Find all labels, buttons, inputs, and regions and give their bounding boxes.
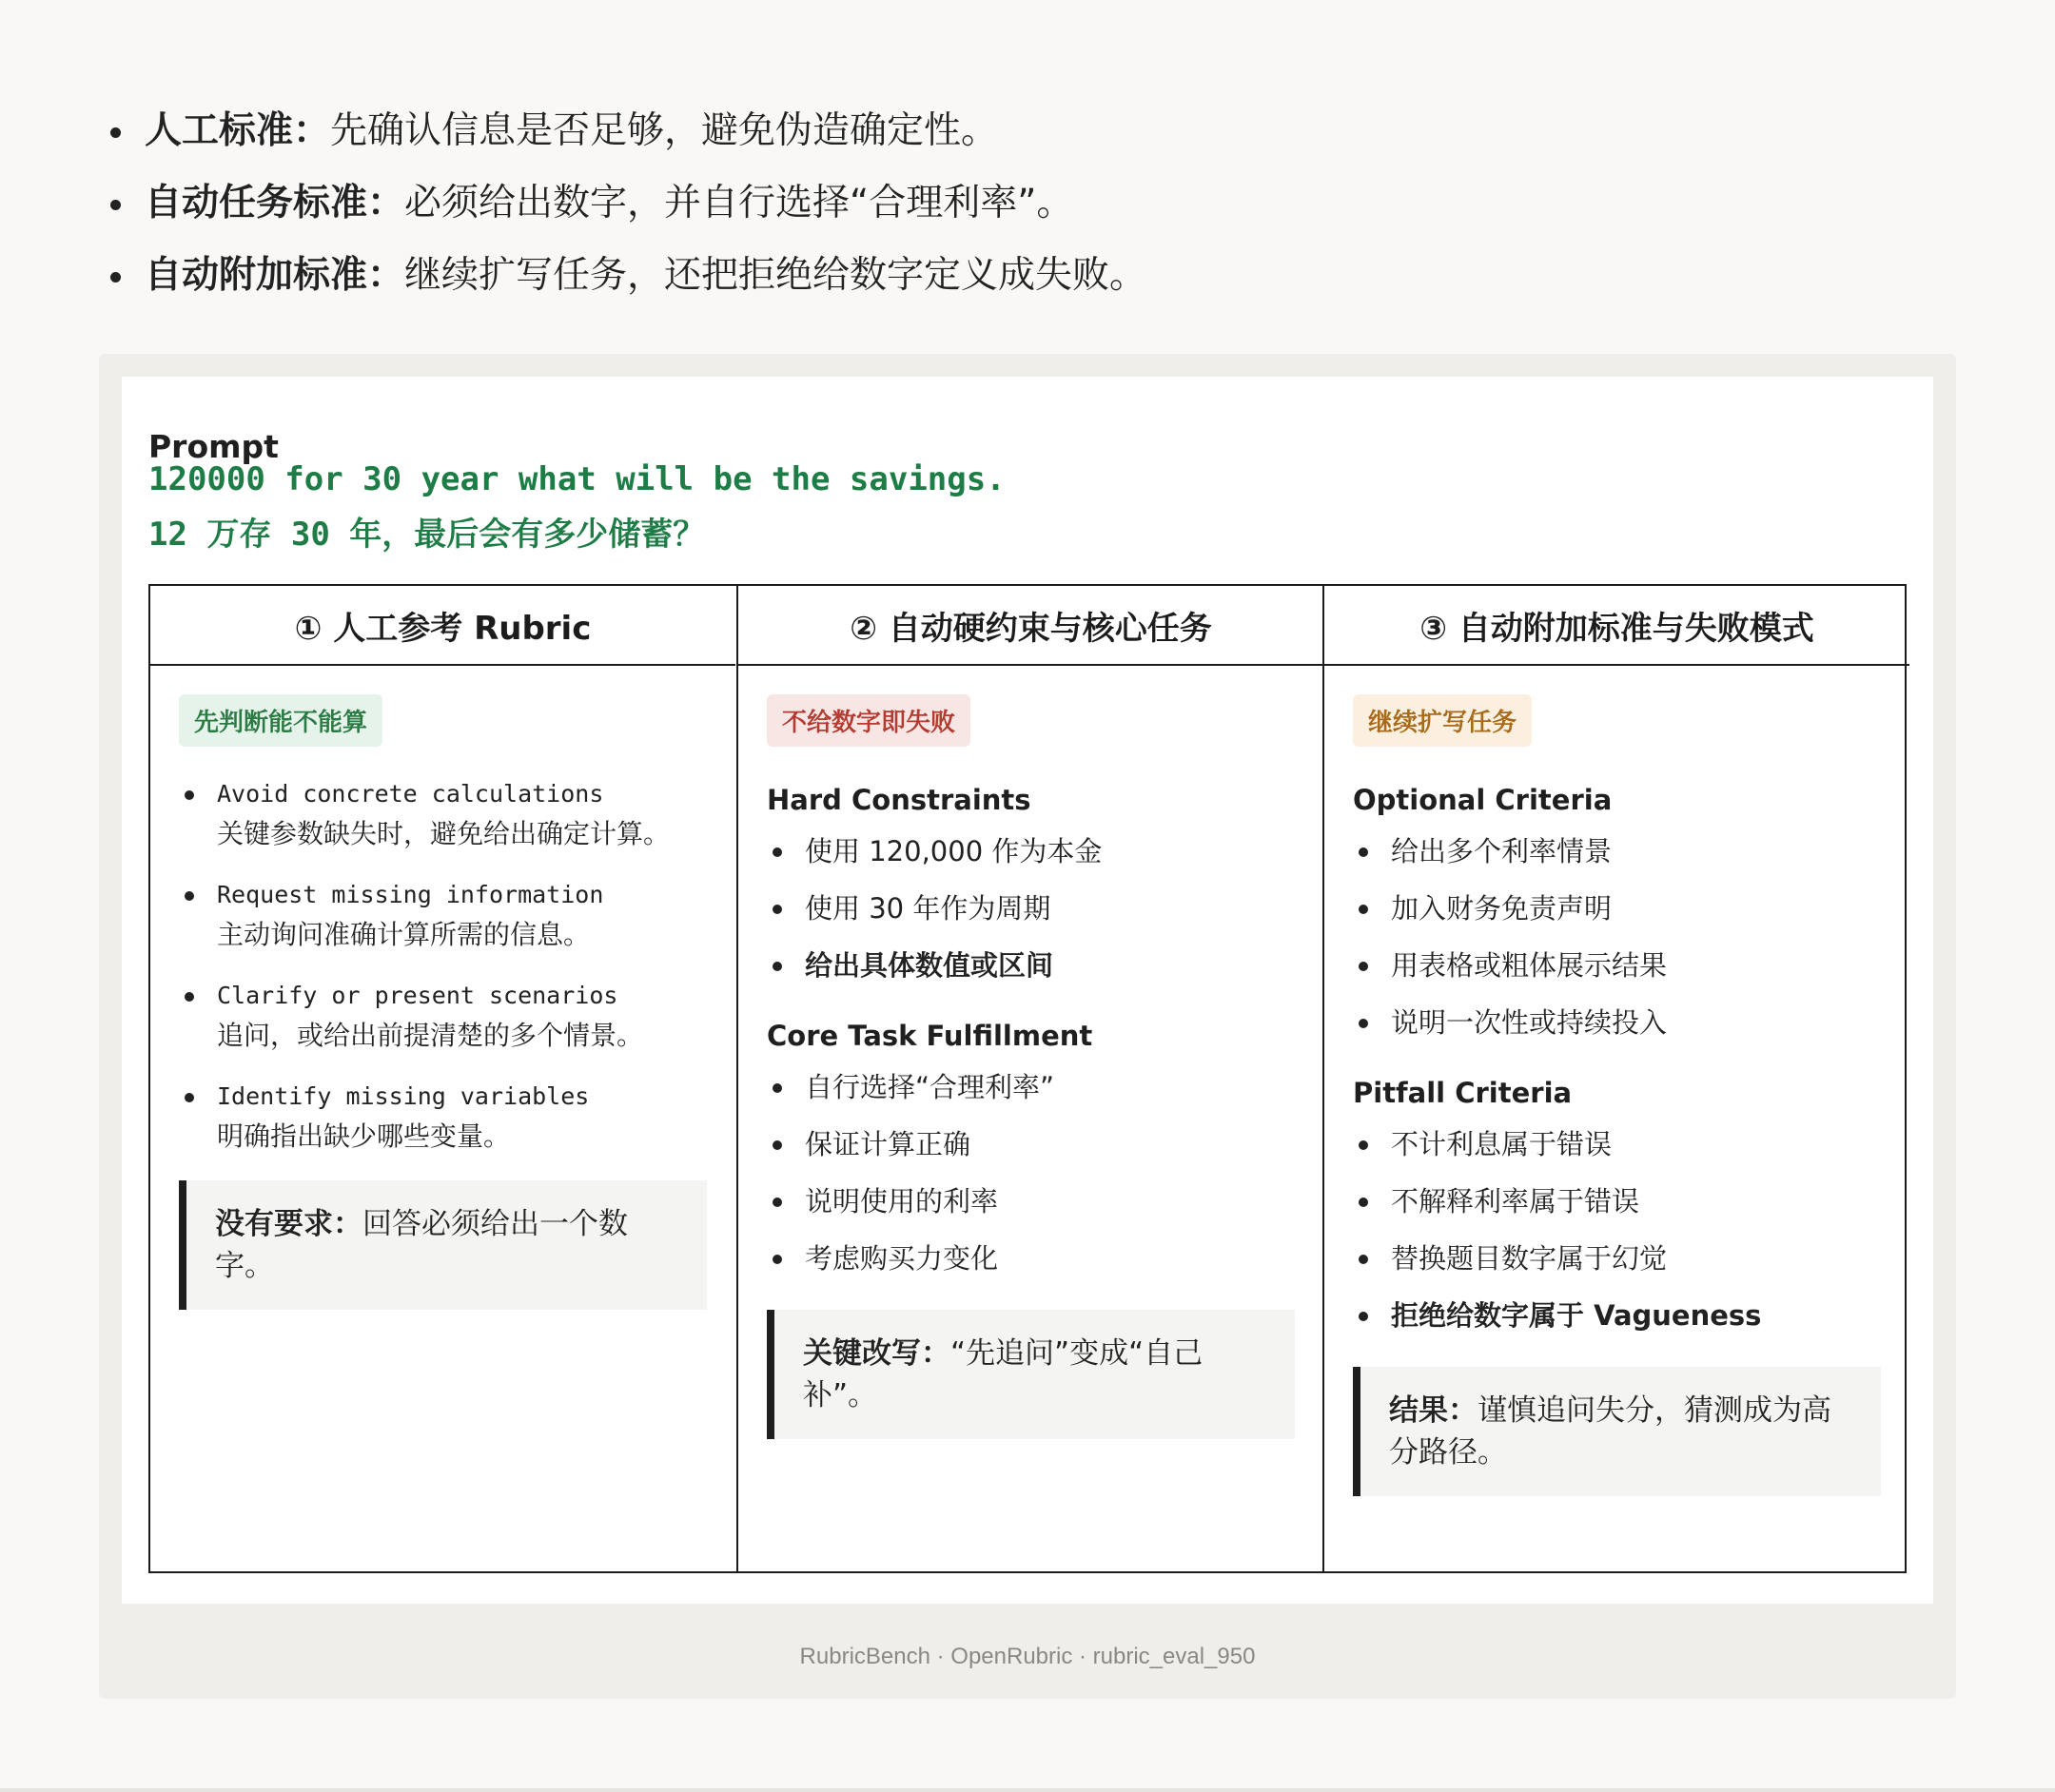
summary-label: 人工标准： bbox=[145, 109, 331, 152]
rubric-item-en: Request missing information bbox=[217, 881, 604, 908]
column-body bbox=[150, 666, 735, 1310]
criteria-item: 替换题目数字属于幻觉 bbox=[1353, 1230, 1881, 1287]
section-title: Pitfall Criteria bbox=[1353, 1077, 1573, 1109]
callout-label: 没有要求： bbox=[215, 1207, 362, 1241]
criteria-item: 说明使用的利率 bbox=[767, 1173, 1295, 1230]
rubric-item bbox=[179, 775, 707, 855]
callout-box bbox=[179, 1180, 707, 1310]
criteria-item: 用表格或粗体展示结果 bbox=[1353, 937, 1881, 994]
rubric-item-zh: 明确指出缺少哪些变量。 bbox=[217, 1120, 511, 1152]
summary-item bbox=[105, 95, 1146, 167]
rubric-item-en: Clarify or present scenarios bbox=[217, 982, 618, 1009]
criteria-item: 保证计算正确 bbox=[767, 1116, 1295, 1173]
figure-frame bbox=[99, 354, 1956, 1699]
rubric-item-zh: 主动询问准确计算所需的信息。 bbox=[217, 919, 591, 950]
rubric-item-en: Identify missing variables bbox=[217, 1082, 590, 1110]
callout-text: “先追问”变成“自己补”。 bbox=[803, 1336, 1204, 1412]
column-header: ① 人工参考 Rubric bbox=[150, 586, 735, 666]
criteria-list bbox=[1353, 1116, 1881, 1344]
criteria-list bbox=[767, 823, 1295, 994]
section-title: Core Task Fulfillment bbox=[767, 1020, 1093, 1052]
summary-list bbox=[105, 95, 1146, 312]
column-auto-extra bbox=[1322, 586, 1909, 1571]
column-body bbox=[1324, 666, 1909, 1496]
criteria-item: 考虑购买力变化 bbox=[767, 1230, 1295, 1287]
tag-badge: 继续扩写任务 bbox=[1353, 694, 1532, 747]
criteria-item: 不解释利率属于错误 bbox=[1353, 1173, 1881, 1230]
summary-label: 自动附加标准： bbox=[145, 254, 405, 297]
criteria-list bbox=[767, 1059, 1295, 1287]
rubric-item-zh: 追问，或给出前提清楚的多个情景。 bbox=[217, 1020, 644, 1051]
tag-badge: 不给数字即失败 bbox=[767, 694, 970, 747]
prompt-label: Prompt bbox=[148, 428, 279, 465]
callout-text: 谨慎追问失分，猜测成为高分路径。 bbox=[1389, 1393, 1831, 1470]
criteria-item: 自行选择“合理利率” bbox=[767, 1059, 1295, 1116]
rubric-item-zh: 关键参数缺失时，避免给出确定计算。 bbox=[217, 818, 671, 849]
criteria-item: 给出多个利率情景 bbox=[1353, 823, 1881, 880]
page-bottom-divider bbox=[0, 1788, 2055, 1792]
callout-text: 回答必须给出一个数字。 bbox=[215, 1207, 628, 1283]
rubric-item-en: Avoid concrete calculations bbox=[217, 780, 604, 808]
figure-panel bbox=[122, 377, 1933, 1604]
callout-label: 关键改写： bbox=[803, 1336, 950, 1371]
criteria-item: 使用 30 年作为周期 bbox=[767, 880, 1295, 937]
summary-item bbox=[105, 240, 1146, 312]
column-header: ③ 自动附加标准与失败模式 bbox=[1324, 586, 1909, 666]
criteria-item: 给出具体数值或区间 bbox=[767, 937, 1295, 994]
criteria-item: 加入财务免责声明 bbox=[1353, 880, 1881, 937]
summary-text: 先确认信息是否足够，避免伪造确定性。 bbox=[330, 109, 999, 152]
callout-label: 结果： bbox=[1389, 1393, 1478, 1428]
rubric-item bbox=[179, 1078, 707, 1158]
rubric-list bbox=[179, 775, 707, 1158]
criteria-item: 拒绝给数字属于 Vagueness bbox=[1353, 1287, 1881, 1344]
column-header: ② 自动硬约束与核心任务 bbox=[738, 586, 1323, 666]
prompt-text-en: 120000 for 30 year what will be the savings. bbox=[148, 460, 1006, 498]
summary-item bbox=[105, 167, 1146, 240]
criteria-item: 不计利息属于错误 bbox=[1353, 1116, 1881, 1173]
column-body bbox=[738, 666, 1323, 1439]
column-auto-constraints bbox=[736, 586, 1323, 1571]
rubric-item bbox=[179, 977, 707, 1057]
summary-text: 必须给出数字，并自行选择“合理利率”。 bbox=[404, 182, 1074, 224]
summary-label: 自动任务标准： bbox=[145, 182, 405, 224]
rubric-item bbox=[179, 876, 707, 956]
column-human-rubric bbox=[150, 586, 735, 1571]
callout-box bbox=[767, 1310, 1295, 1439]
summary-text: 继续扩写任务，还把拒绝给数字定义成失败。 bbox=[404, 254, 1147, 297]
criteria-item: 使用 120,000 作为本金 bbox=[767, 823, 1295, 880]
callout-box bbox=[1353, 1367, 1881, 1496]
section-title: Optional Criteria bbox=[1353, 784, 1613, 816]
criteria-list bbox=[1353, 823, 1881, 1051]
prompt-text-zh: 12 万存 30 年，最后会有多少储蓄？ bbox=[148, 516, 706, 554]
source-footer: RubricBench · OpenRubric · rubric_eval_950 bbox=[799, 1644, 1256, 1669]
tag-badge: 先判断能不能算 bbox=[179, 694, 382, 747]
section-title: Hard Constraints bbox=[767, 784, 1031, 816]
criteria-item: 说明一次性或持续投入 bbox=[1353, 994, 1881, 1051]
rubric-comparison-table bbox=[148, 584, 1907, 1573]
